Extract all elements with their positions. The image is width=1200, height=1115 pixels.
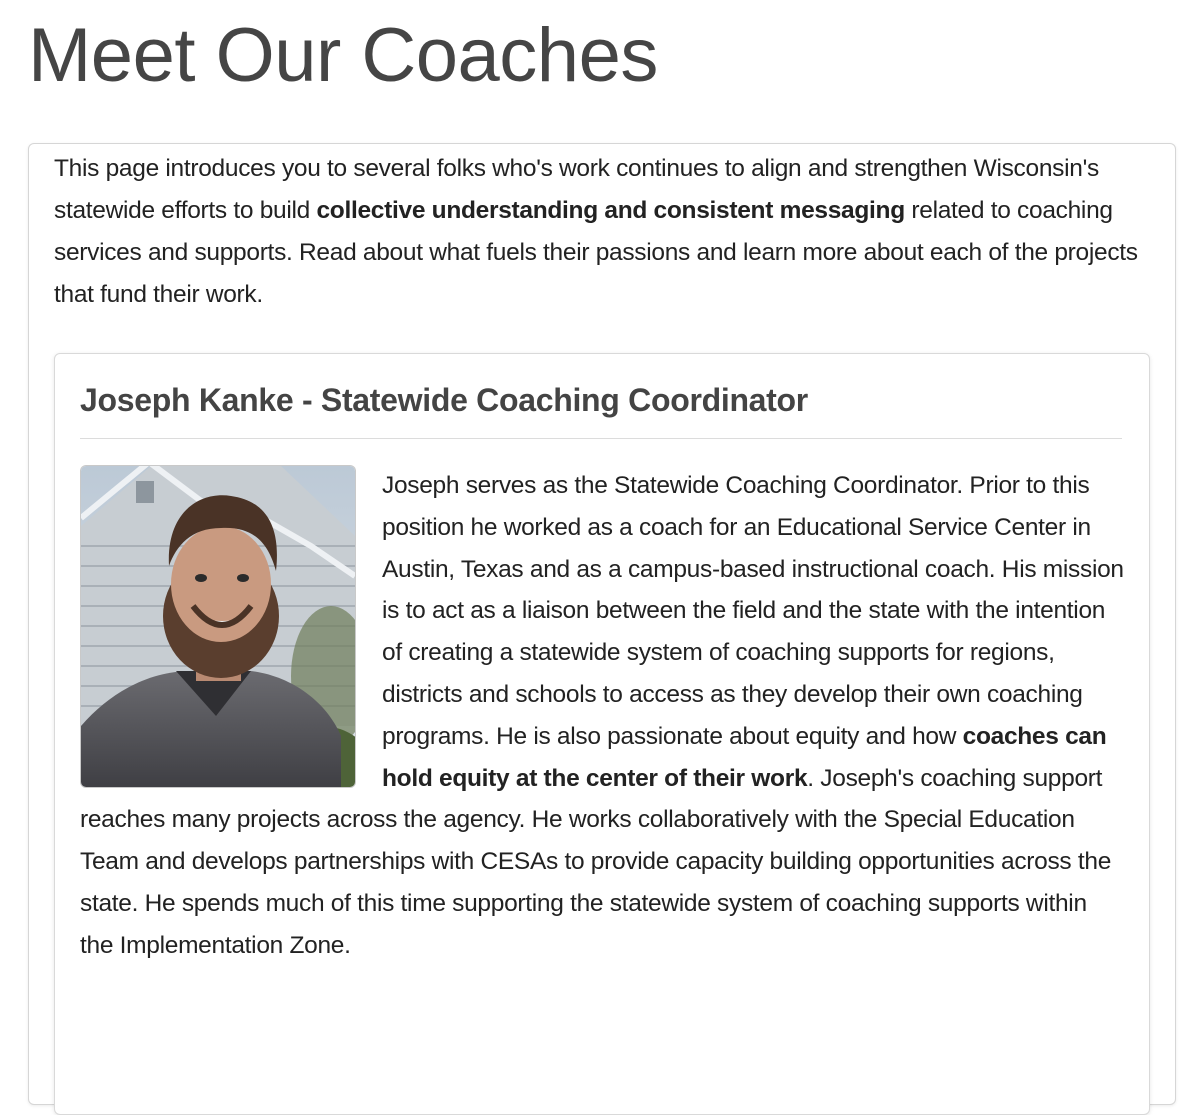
- photo-spacer: [80, 465, 382, 793]
- intro-bold-text: collective understanding and consistent messaging: [316, 197, 905, 224]
- heading-divider: [80, 438, 1122, 439]
- bio-text-start: Joseph serves as the Statewide Coaching Coordinator. Prior to this position he worked as a coach for an Educational Service Center in Austin, Texas and as a campus-based instructional coach. His mission is to act as a liaison between the field and the state with the intention of creating a statewide system of coaching supports for regions, districts and schools to access as they develop their own coaching programs. He is also passionate about equity and how: [382, 472, 1124, 750]
- intro-text-start: This page introduces you to several folks who's work continues to align and strengthen Wisconsin's statewide efforts to build: [54, 155, 1099, 224]
- intro-paragraph: [54, 148, 1154, 316]
- bio-text-end: . Joseph's coaching support reaches many projects across the agency. He works collaboratively with the Special Education Team and develops partnerships with CESAs to provide capacity building opportunities across the state. He spends much of this time supporting the statewide system of coaching supports within the Implementation Zone.: [80, 764, 1112, 959]
- page-title: Meet Our Coaches: [28, 13, 658, 98]
- coach-bio: [80, 465, 1126, 967]
- intro-text-end: related to coaching services and supports. Read about what fuels their passions and learn more about each of the projects that fund their work.: [54, 197, 1138, 308]
- coach-name-heading: Joseph Kanke - Statewide Coaching Coordinator: [80, 382, 808, 418]
- bio-bold-text: coaches can hold equity at the center of their work: [382, 722, 1107, 792]
